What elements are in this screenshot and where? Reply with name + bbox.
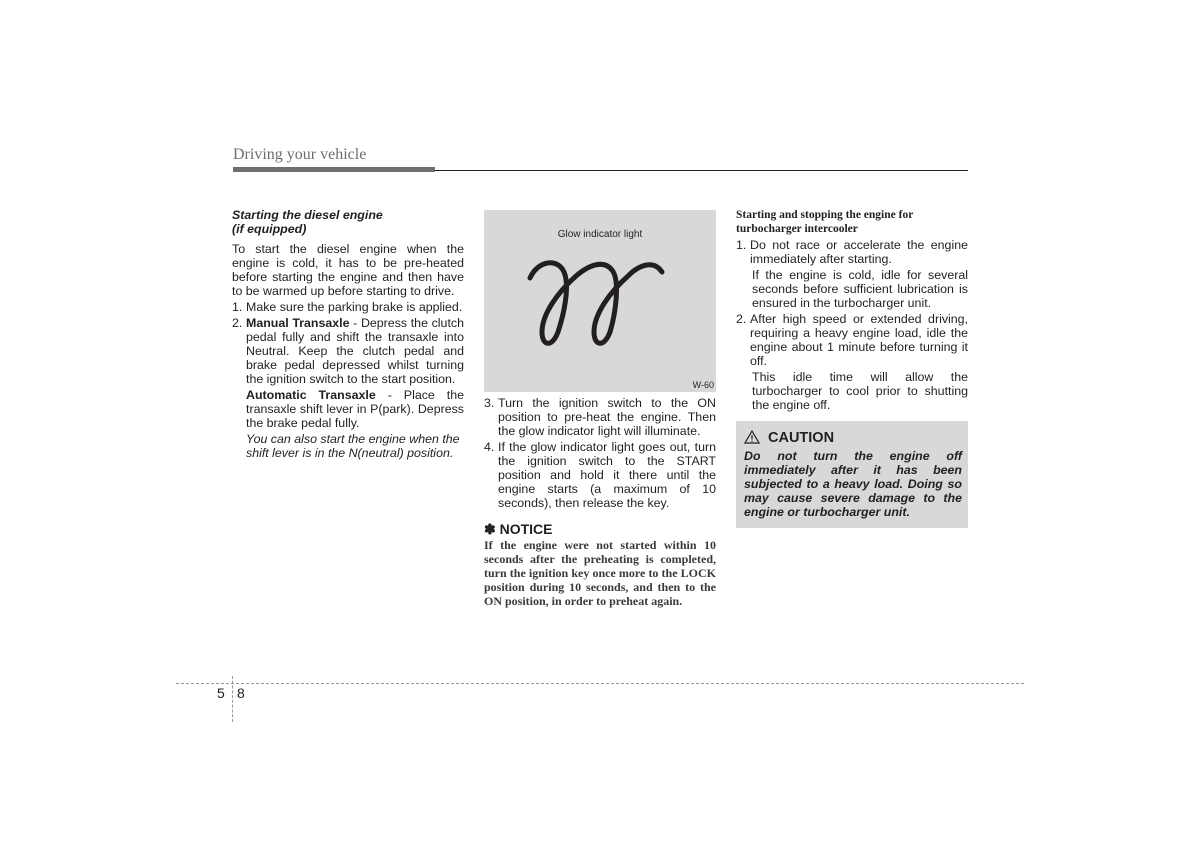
list-item-detail: If the engine is cold, idle for several seconds before sufficient lubrication is ensured in the turbocharger unit. (752, 268, 968, 310)
warning-triangle-icon (744, 430, 760, 448)
automatic-transaxle-note: Automatic Transaxle - Place the transaxle shift lever in P(park). Depress the brake pedal fully. (246, 388, 464, 430)
notice-body: If the engine were not started within 10 seconds after the preheating is completed, turn the ignition key once more to the LOCK position during 10 seconds, and then to the ON position, in order to preheat again. (484, 538, 716, 608)
caution-body: Do not turn the engine off immediately after it has been subjected to a heavy load. Doing so may cause severe damage to the engine or turbocharger unit. (744, 449, 962, 519)
list-item: 3. Turn the ignition switch to the ON position to pre-heat the engine. Then the glow indicator light will illuminate. (484, 396, 716, 438)
section-title: Driving your vehicle (233, 146, 367, 163)
list-item: 2. Manual Transaxle - Depress the clutch pedal fully and shift the transaxle into Neutral. Keep the clutch pedal and brake pedal depressed whilst turning the ignition switch to the start position. (232, 316, 464, 386)
footer-divider (232, 676, 233, 722)
list-item: 1. Make sure the parking brake is applied. (232, 300, 463, 314)
glow-indicator-figure (484, 210, 716, 392)
column-left (232, 208, 464, 462)
list-item: 2. After high speed or extended driving, requiring a heavy engine load, idle the engine about 1 minute before turning it off. (736, 312, 968, 368)
glow-plug-coil-icon (524, 254, 674, 354)
column-right (736, 208, 968, 414)
neutral-note: You can also start the engine when the shift lever is in the N(neutral) position. (246, 432, 460, 460)
header-rule-thick (233, 167, 435, 172)
header-rule-thin (435, 170, 968, 171)
caution-box (736, 421, 968, 528)
notice-heading: ✽ NOTICE (484, 521, 553, 537)
intro-paragraph: To start the diesel engine when the engine is cold, it has to be pre-heated before starting the engine and then have to be warmed up before starting to drive. (232, 242, 464, 298)
caution-heading: CAUTION (744, 430, 834, 448)
turbo-heading: Starting and stopping the engine for turbocharger intercooler (736, 209, 914, 235)
list-item: 4. If the glow indicator light goes out, turn the ignition switch to the START position and hold it there until the engine starts (a maximum of 10 seconds), then release the key. (484, 440, 716, 510)
list-item-detail: This idle time will allow the turbocharger to cool prior to shutting the engine off. (752, 370, 968, 412)
chapter-number: 5 (217, 685, 225, 701)
subsection-heading: Starting the diesel engine (if equipped) (232, 208, 383, 236)
figure-code: W-60 (692, 380, 714, 390)
list-item: 1. Do not race or accelerate the engine immediately after starting. (736, 238, 968, 266)
footer-rule (176, 683, 1024, 684)
figure-caption: Glow indicator light (557, 229, 643, 240)
column-middle (484, 396, 716, 608)
page-number: 8 (237, 685, 245, 701)
